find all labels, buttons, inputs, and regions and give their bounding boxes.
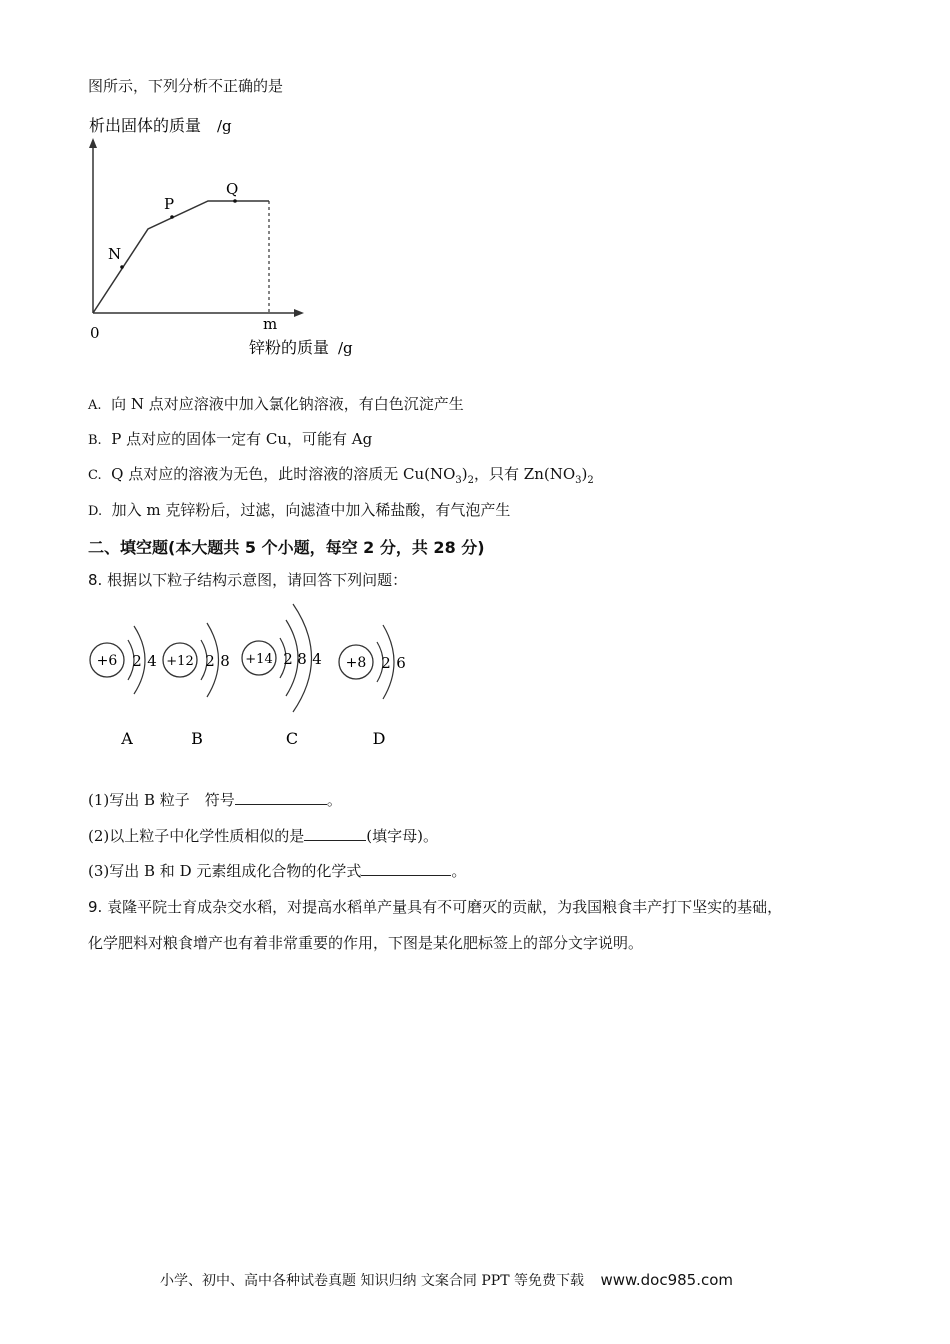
part-3-prompt: (3)写出 B 和 D 元素组成化合物的化学式	[88, 862, 362, 880]
electrons-b-2: 8	[220, 652, 230, 670]
nucleus-c-charge: +14	[245, 652, 273, 667]
nucleus-a-charge: +6	[96, 653, 118, 669]
option-c-text-2: )	[461, 465, 468, 483]
particle-c	[242, 604, 322, 748]
particle-a	[90, 626, 157, 748]
question-9-number: 9.	[88, 898, 103, 916]
label-p: P	[164, 195, 175, 213]
intro-text: 图所示，下列分析不正确的是	[88, 77, 284, 95]
option-a	[88, 394, 464, 416]
footer-text: 小学、初中、高中各种试卷真题 知识归纳 文案合同 PPT 等免费下载	[160, 1273, 584, 1289]
option-c-sub-2: 2	[467, 475, 475, 486]
option-a-text: 向 N 点对应溶液中加入氯化钠溶液，有白色沉淀产生	[111, 395, 464, 413]
option-d-text: 加入 m 克锌粉后，过滤，向滤渣中加入稀盐酸，有气泡产生	[111, 501, 511, 519]
nucleus-b-charge: +12	[166, 654, 194, 669]
option-c-letter: C.	[88, 468, 102, 483]
x-axis-arrow	[294, 309, 304, 317]
particle-a-label: A	[121, 729, 133, 748]
electrons-a-2: 4	[147, 652, 157, 670]
part-1-end: 。	[326, 791, 342, 809]
part-2-prompt: (2)以上粒子中化学性质相似的是	[88, 827, 305, 845]
electrons-d-2: 6	[396, 654, 406, 672]
answer-blank-1[interactable]	[235, 790, 327, 805]
option-d	[88, 500, 510, 522]
particle-b-label: B	[191, 729, 203, 748]
question-8-number: 8.	[88, 571, 103, 589]
footer	[160, 1270, 733, 1290]
y-axis-arrow	[89, 138, 97, 148]
question-9-text-1: 袁隆平院士育成杂交水稻，对提高水稻单产量具有不可磨灭的贡献，为我国粮食丰产打下坚实的基础，	[107, 898, 783, 916]
particle-b	[163, 623, 230, 748]
origin-label: 0	[90, 324, 100, 342]
particle-structure-diagrams	[80, 598, 430, 758]
question-8-part-2	[88, 826, 438, 846]
footer-site-link[interactable]: www.doc985.com	[600, 1271, 734, 1289]
option-a-letter: A.	[88, 398, 102, 413]
electrons-b-1: 2	[205, 652, 215, 670]
option-c-text-4: )	[581, 465, 588, 483]
electrons-c-1: 2	[283, 650, 293, 668]
section-heading: 二、填空题(本大题共 5 个小题，每空 2 分，共 28 分)	[88, 538, 485, 557]
option-b	[88, 429, 372, 451]
electrons-a-1: 2	[132, 652, 142, 670]
answer-blank-3[interactable]	[361, 861, 451, 876]
option-b-text: P 点对应的固体一定有 Cu，可能有 Ag	[111, 430, 373, 448]
question-9-line-1	[88, 897, 782, 917]
x-axis-label: 锌粉的质量	[249, 338, 330, 357]
label-q: Q	[226, 180, 239, 198]
option-b-letter: B.	[88, 433, 102, 448]
y-axis-unit: /g	[217, 117, 232, 135]
point-n	[120, 265, 124, 269]
option-d-letter: D.	[88, 504, 103, 519]
x-axis-unit: /g	[338, 339, 353, 357]
particle-d-label: D	[372, 729, 386, 748]
question-9-line-2: 化学肥料对粮食增产也有着非常重要的作用，下图是某化肥标签上的部分文字说明。	[88, 934, 644, 952]
x-tick-m: m	[263, 315, 278, 333]
option-c-sub-3: 3	[575, 475, 582, 486]
y-axis-label: 析出固体的质量	[89, 116, 202, 135]
particle-d	[339, 625, 406, 748]
question-8-stem	[88, 570, 407, 590]
question-8-text: 根据以下粒子结构示意图，请回答下列问题：	[107, 571, 408, 589]
option-c-text-1: Q 点对应的溶液为无色，此时溶液的溶质无 Cu(NO	[111, 465, 456, 483]
particle-c-label: C	[285, 729, 299, 748]
electrons-c-2: 8	[297, 650, 307, 668]
nucleus-d-charge: +8	[345, 655, 367, 671]
point-q	[233, 199, 237, 203]
electrons-d-1: 2	[381, 654, 391, 672]
part-1-prompt: (1)写出 B 粒子 符号	[88, 791, 235, 809]
option-c-text-3: ，只有 Zn(NO	[474, 465, 576, 483]
label-n: N	[108, 245, 122, 263]
electrons-c-3: 4	[312, 650, 322, 668]
option-c-sub-4: 2	[587, 475, 594, 486]
option-c-sub-1: 3	[455, 475, 462, 486]
part-3-end: 。	[451, 862, 467, 880]
point-p	[170, 215, 174, 219]
part-2-end: (填字母)。	[366, 827, 438, 845]
option-c	[88, 464, 594, 491]
solid-mass-graph	[80, 108, 380, 363]
question-8-part-3	[88, 861, 466, 881]
question-8-part-1	[88, 790, 342, 810]
answer-blank-2[interactable]	[304, 826, 366, 841]
